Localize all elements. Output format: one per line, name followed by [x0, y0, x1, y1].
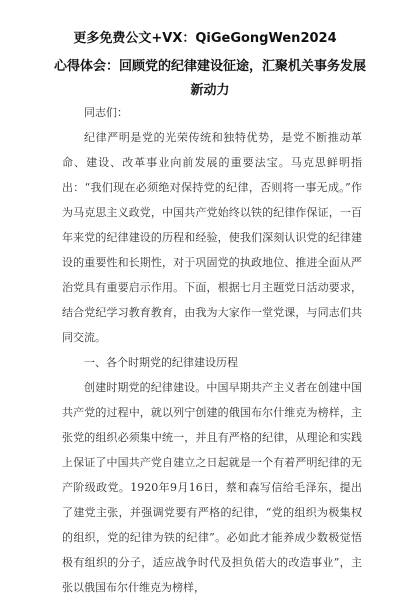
document-title: 心得体会：回顾党的纪律建设征途，汇聚机关事务发展新动力 — [53, 59, 366, 98]
page-header: 更多免费公文+VX：QiGeGongWen2024 — [73, 31, 337, 46]
intro-paragraph: 纪律严明是党的光荣传统和独特优势，是党不断推动革命、建设、改革事业向前发展的重要法宝。马克思鲜明指出：“我们现在必须绝对保持党的纪律，否则将一事无成。”作为马克思主义政党，中国共产党始终以铁的纪律作保证，一百年来党的纪律建设的历程和经验，使我们深刻认识党的纪律建设的重要性和长期性，对于巩固党的执政地位、推进全面从严治党具有重要启示作用。下面，根据七月主题党日活动要求，结合党纪学习教育教育，由我为大家作一堂党课，与同志们共同交流。 — [62, 131, 362, 344]
document-body — [62, 100, 362, 600]
section-paragraph: 创建时期党的纪律建设。中国早期共产主义者在创建中国共产党的过程中，就以列宁创建的俄国布尔什维克为榜样，主张党的组织必须集中统一，并且有严格的纪律，从理论和实践上保证了中国共产党自建立之日起就是一个有着严明纪律的无产阶级政党。1920年9月16日，蔡和森写信给毛泽东，提出了建党主张，并强调党要有严格的纪律，“党的组织为极集权的组织，党的纪律为铁的纪律”。必如此才能养成少数极觉悟极有组织的分子，适应战争时代及担负偌大的改造事业”，主张以俄国布尔什维克为榜样， — [62, 381, 362, 594]
greeting: 同志们： — [84, 106, 128, 119]
section-heading: 一、各个时期党的纪律建设历程 — [84, 356, 238, 369]
